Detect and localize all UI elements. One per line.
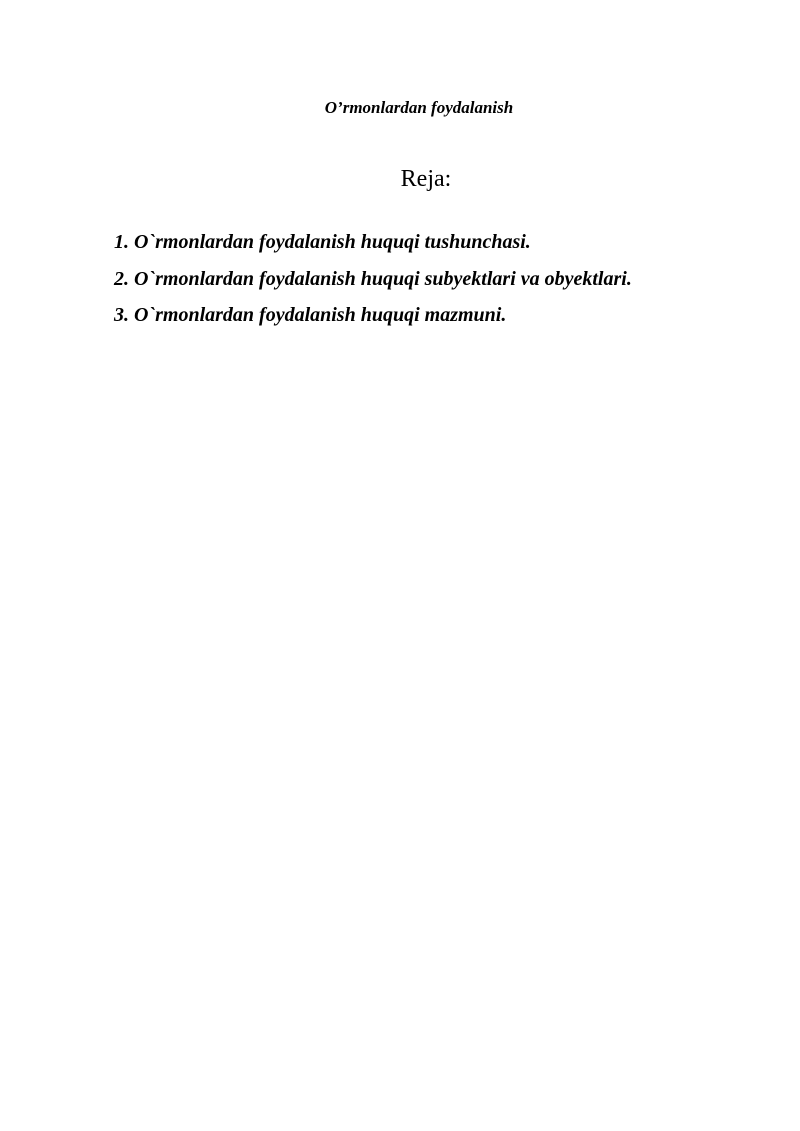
- document-title: O’rmonlardan foydalanish: [324, 98, 514, 117]
- plan-item: 3. O`rmonlardan foydalanish huquqi mazmuni.: [114, 304, 507, 326]
- plan-heading: Reja:: [400, 166, 452, 192]
- plan-item: 2. O`rmonlardan foydalanish huquqi subyektlari va obyektlari.: [114, 267, 632, 290]
- plan-item: 1. O`rmonlardan foydalanish huquqi tushunchasi.: [114, 231, 531, 253]
- plan-list: [114, 224, 794, 334]
